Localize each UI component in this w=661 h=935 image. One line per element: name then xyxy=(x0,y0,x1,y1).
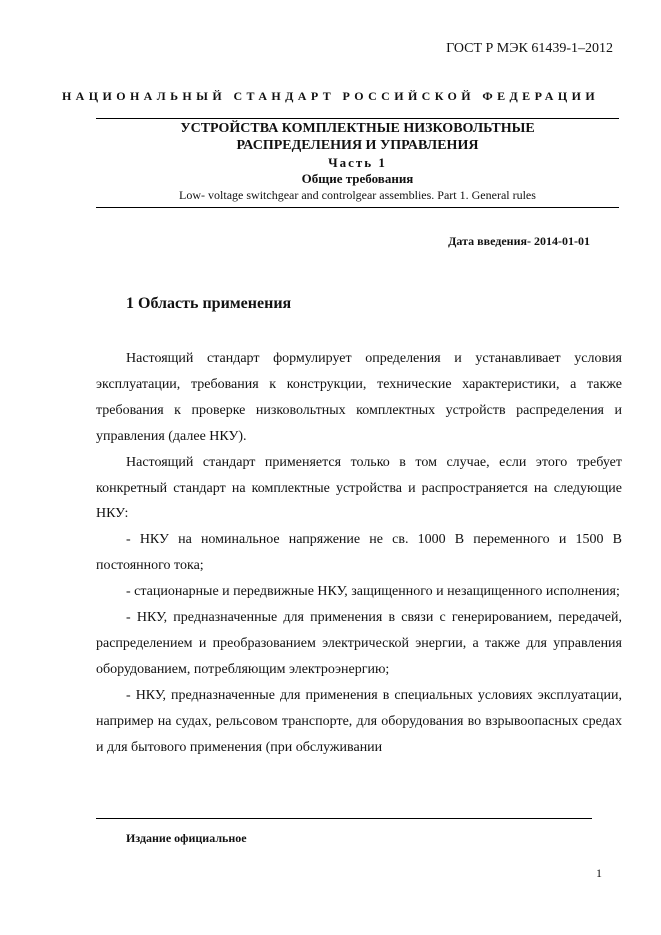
paragraph: Настоящий стандарт формулирует определения и устанавливает условия эксплуатации, требования к конструкции, технические характеристики, а также требования к проверке низковольтных комплектных устройств распределения и управления (далее НКУ). xyxy=(96,351,622,444)
list-item: - НКУ, предназначенные для применения в специальных условиях эксплуатации, например на судах, рельсовом транспорте, для оборудования во взрывоопасных средах и для бытового применения (при обслуживании xyxy=(96,687,622,755)
list-item: - стационарные и передвижные НКУ, защищенного и незащищенного исполнения; xyxy=(126,584,620,600)
page-number: 1 xyxy=(596,866,602,880)
introduction-date: Дата введения- 2014-01-01 xyxy=(448,234,590,248)
paragraph: Настоящий стандарт применяется только в том случае, если этого требует конкретный стандарт на комплектные устройства и распространяется на следующие НКУ: xyxy=(96,454,622,522)
section-body xyxy=(96,346,622,761)
title-top-rule xyxy=(96,118,619,119)
list-item: - НКУ на номинальное напряжение не св. 1000 В переменного и 1500 В постоянного тока; xyxy=(96,532,622,574)
english-title: Low- voltage switchgear and controlgear assemblies. Part 1. General rules xyxy=(179,188,536,202)
subtitle: Общие требования xyxy=(301,171,414,186)
edition-note: Издание официальное xyxy=(126,831,247,845)
list-item: - НКУ, предназначенные для применения в связи с генерированием, передачей, распределением и преобразованием электрической энергии, а также для управления оборудованием, потребляющим электроэнергию; xyxy=(96,610,622,677)
title-bottom-rule xyxy=(96,207,619,208)
part-label: Часть 1 xyxy=(328,155,387,170)
title-line-2: РАСПРЕДЕЛЕНИЯ И УПРАВЛЕНИЯ xyxy=(236,138,479,153)
section-heading: 1 Область применения xyxy=(126,295,292,312)
title-line-1: УСТРОЙСТВА КОМПЛЕКТНЫЕ НИЗКОВОЛЬТНЫЕ xyxy=(180,121,535,136)
standard-number: ГОСТ Р МЭК 61439-1–2012 xyxy=(446,41,613,56)
title-block xyxy=(96,120,619,203)
national-standard-heading: НАЦИОНАЛЬНЫЙ СТАНДАРТ РОССИЙСКОЙ ФЕДЕРАЦИИ xyxy=(61,89,600,103)
footnote-rule xyxy=(96,818,592,819)
